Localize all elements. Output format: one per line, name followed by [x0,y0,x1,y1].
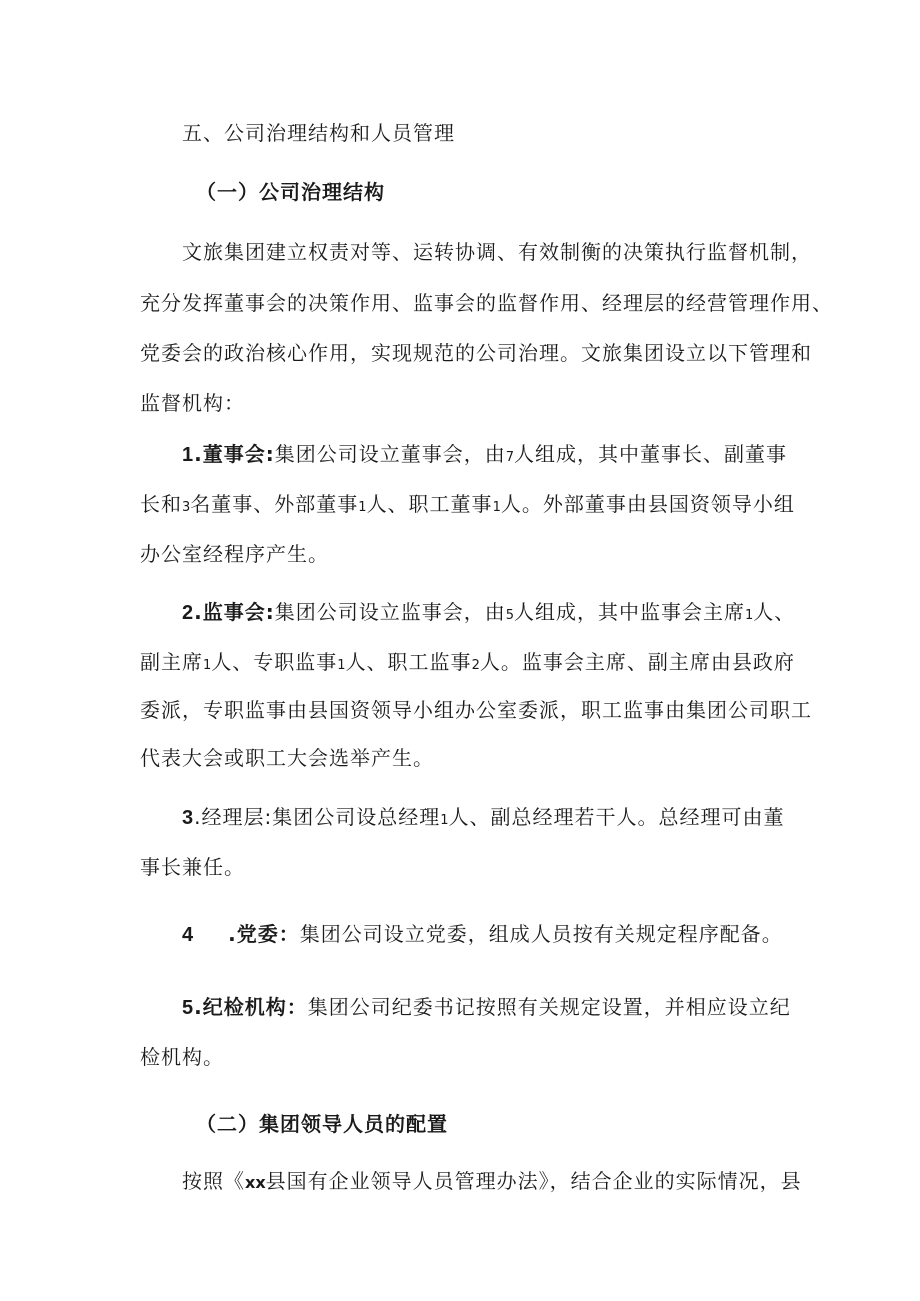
inline-number: 1 [745,608,754,623]
item-label: .党委： [228,922,300,946]
intro-line-4: 监督机构： [140,391,245,415]
text-run: 集团公司设立监事会，由 [274,600,506,624]
intro-line-3: 党委会的政治核心作用，实现规范的公司治理。文旅集团设立以下管理和 [140,341,812,365]
intro-line-2: 充分发挥董事会的决策作用、监事会的监督作用、经理层的经营管理作用、 [140,291,833,315]
inline-number: 1 [440,813,449,828]
inline-number: 1 [358,500,367,515]
inline-abbrev: xx [245,1173,266,1192]
text-run: 人、职工监事 [345,650,472,674]
item-label: .经理层: [194,805,273,829]
inline-number: 1 [203,658,212,673]
item-number: 1 [182,444,195,466]
item-supervisory-line-4 [140,744,434,772]
inline-number: 7 [505,450,515,465]
item-label: .董事会: [194,442,275,466]
text-run: 县国有企业领导人员管理办法》，结合企业的实际情况，县 [265,1169,802,1193]
text-run: 人、专职监事 [211,650,338,674]
item-supervisory-line-2 [140,648,795,680]
text-run: 集团公司设立董事会，由 [274,442,506,466]
text-run: 人、 [753,600,796,624]
text-run: 副主席 [140,650,203,674]
inline-number: 3 [182,500,191,515]
text-run: 人。监事会主席、副主席由县政府 [479,650,795,674]
text-run: 长和 [140,492,182,516]
text-run: 集团公司设总经理 [272,805,441,829]
inline-number: 2 [471,658,480,673]
item-number: 5 [182,997,195,1019]
item-supervisory-line-3 [140,696,812,724]
item-label: .纪检机构： [194,995,308,1019]
item-number: 4 [182,924,195,946]
item-management-line-1 [182,803,785,835]
text-run: 集团公司设立党委，组成人员按有关规定程序配备。 [299,922,783,946]
item-number: 2 [182,602,195,624]
intro-line-1: 文旅集团建立权责对等、运转协调、有效制衡的决策执行监督机制， [182,240,812,264]
item-number: 3 [182,807,195,829]
text-run: 人组成，其中董事长、副董事 [514,442,788,466]
leadership-line-1 [182,1167,802,1197]
text-run: 集团公司纪委书记按照有关规定设置，并相应设立纪 [307,995,791,1019]
text-run: 人、副总经理若干人。总经理可由董 [448,805,785,829]
item-supervisory-line-1 [182,598,795,630]
text-run: 办公室经程序产生。 [140,542,329,566]
text-run: 检机构。 [140,1045,224,1069]
text-run: 人、职工董事 [366,492,493,516]
item-party-committee-line-1 [182,920,783,949]
item-management-line-2 [140,853,245,881]
text-run: 名董事、外部董事 [190,492,359,516]
item-board-line-1 [182,440,787,472]
item-board-line-3 [140,540,329,568]
section-title: 五、公司治理结构和人员管理 [182,121,455,145]
item-label: .监事会: [194,600,275,624]
subsection-title-leadership: （二）集团领导人员的配置 [196,1112,448,1136]
text-run: 事长兼任。 [140,855,245,879]
item-board-line-2 [140,490,795,522]
inline-number: 1 [337,658,346,673]
inline-number: 1 [492,500,501,515]
item-discipline-line-1 [182,993,791,1022]
item-discipline-line-2 [140,1043,224,1071]
text-run: 代表大会或职工大会选举产生。 [140,746,434,770]
text-run: 人组成，其中监事会主席 [514,600,746,624]
text-run: 人。外部董事由县国资领导小组 [500,492,795,516]
inline-number: 5 [505,608,515,623]
text-run: 委派，专职监事由县国资领导小组办公室委派，职工监事由集团公司职工 [140,698,812,722]
text-run: 按照《 [182,1169,245,1193]
subsection-title-governance: （一）公司治理结构 [196,180,385,204]
